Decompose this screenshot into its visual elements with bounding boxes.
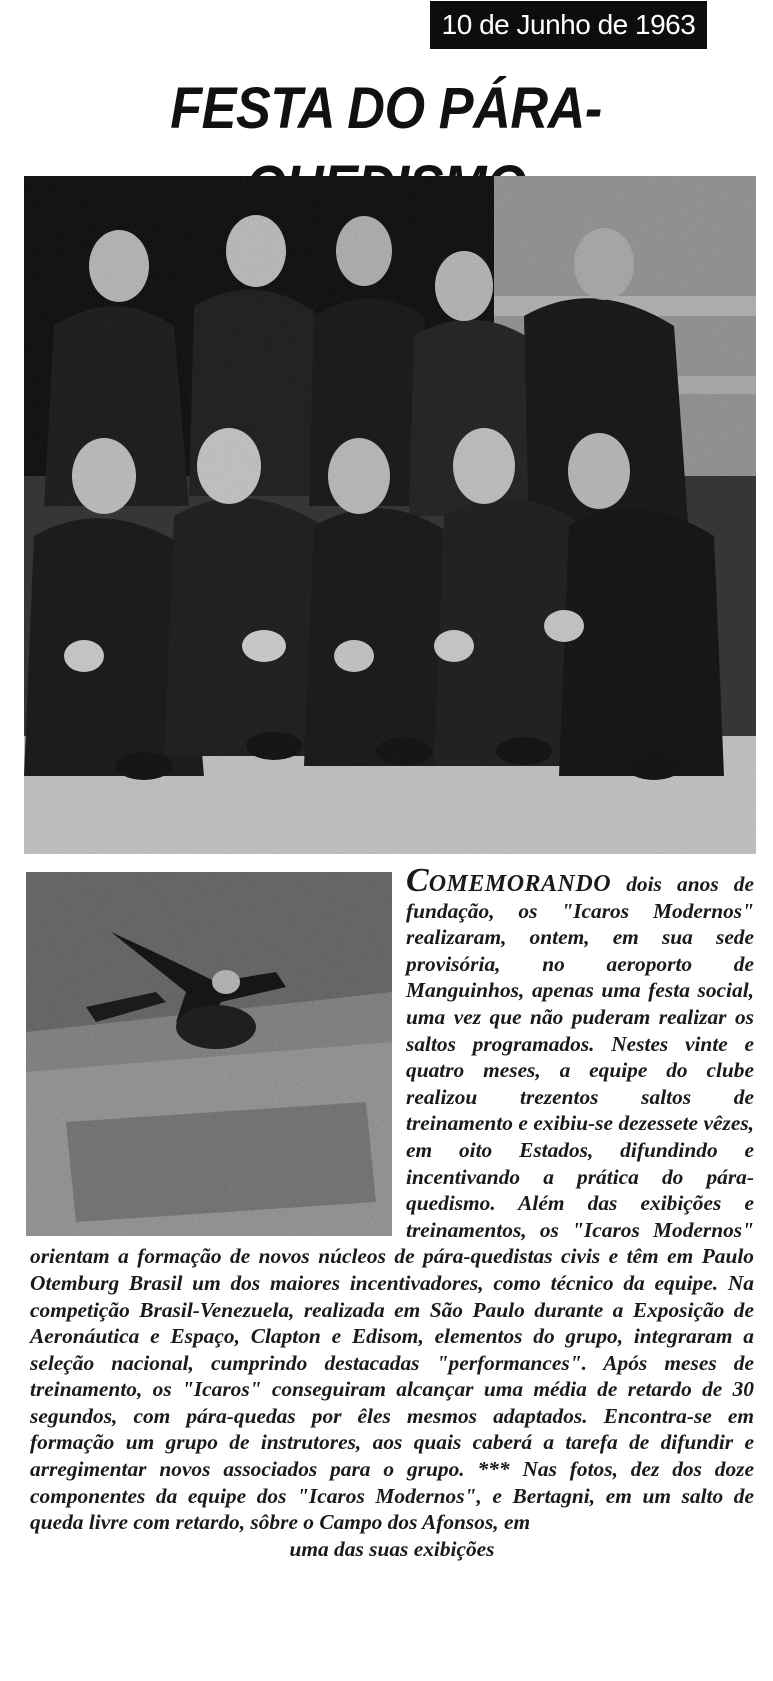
drop-cap: C [406,862,429,899]
lead-word: OMEMORANDO [428,871,612,897]
article-signoff: uma das suas exibições [289,1536,495,1561]
team-photo-image [24,176,756,854]
article-body [30,862,754,1658]
date-badge: 10 de Junho de 1963 [430,1,707,49]
headline: FESTA DO PÁRA- [170,76,602,141]
photo-spacer [30,868,406,1243]
article-paragraph-2: Além das exibições e treinamentos, os "Icaros Modernos" orientam a formação de novos núcleos de pára-quedistas civis e têm em Paulo Otemburg Brasil um dos maiores incentivadores, como técnico da equipe. Na competição Brasil-Venezuela, realizada em São Paulo durante a Exposição de Aeronáutica e Espaço, Clapton e Edisom, elementos do grupo, integraram a seleção nacional, cumprindo destacadas "performances". Após meses de treinamento, os "Icaros" conseguiram alcançar uma média de retardo de 30 segundos, com pára-quedas por êles mesmos adaptados. Encontra-se em formação um grupo de instrutores, aos quais caberá a tarefa de difundir e arregimentar novos associados para o grupo. *** Nas fotos, dez dos doze componentes da equipe dos "Icaros Modernos", e Bertagni, em um salto de queda livre com retardo, sôbre o Campo dos Afonsos, em [30,1191,754,1535]
team-photo [24,176,756,854]
article-paragraph-1: dois anos de fundação, os "Icaros Modernos" realizaram, ontem, em sua sede provisória, no aeroporto de Manguinhos, apenas uma festa social, uma vez que não puderam realizar os saltos programados. Nestes vinte e quatro meses, a equipe do clube realizou trezentos saltos de treinamento e exibiu-se dezessete vêzes, em oito Estados, difundindo e incentivando a prática do pára-quedismo. [406,872,754,1216]
